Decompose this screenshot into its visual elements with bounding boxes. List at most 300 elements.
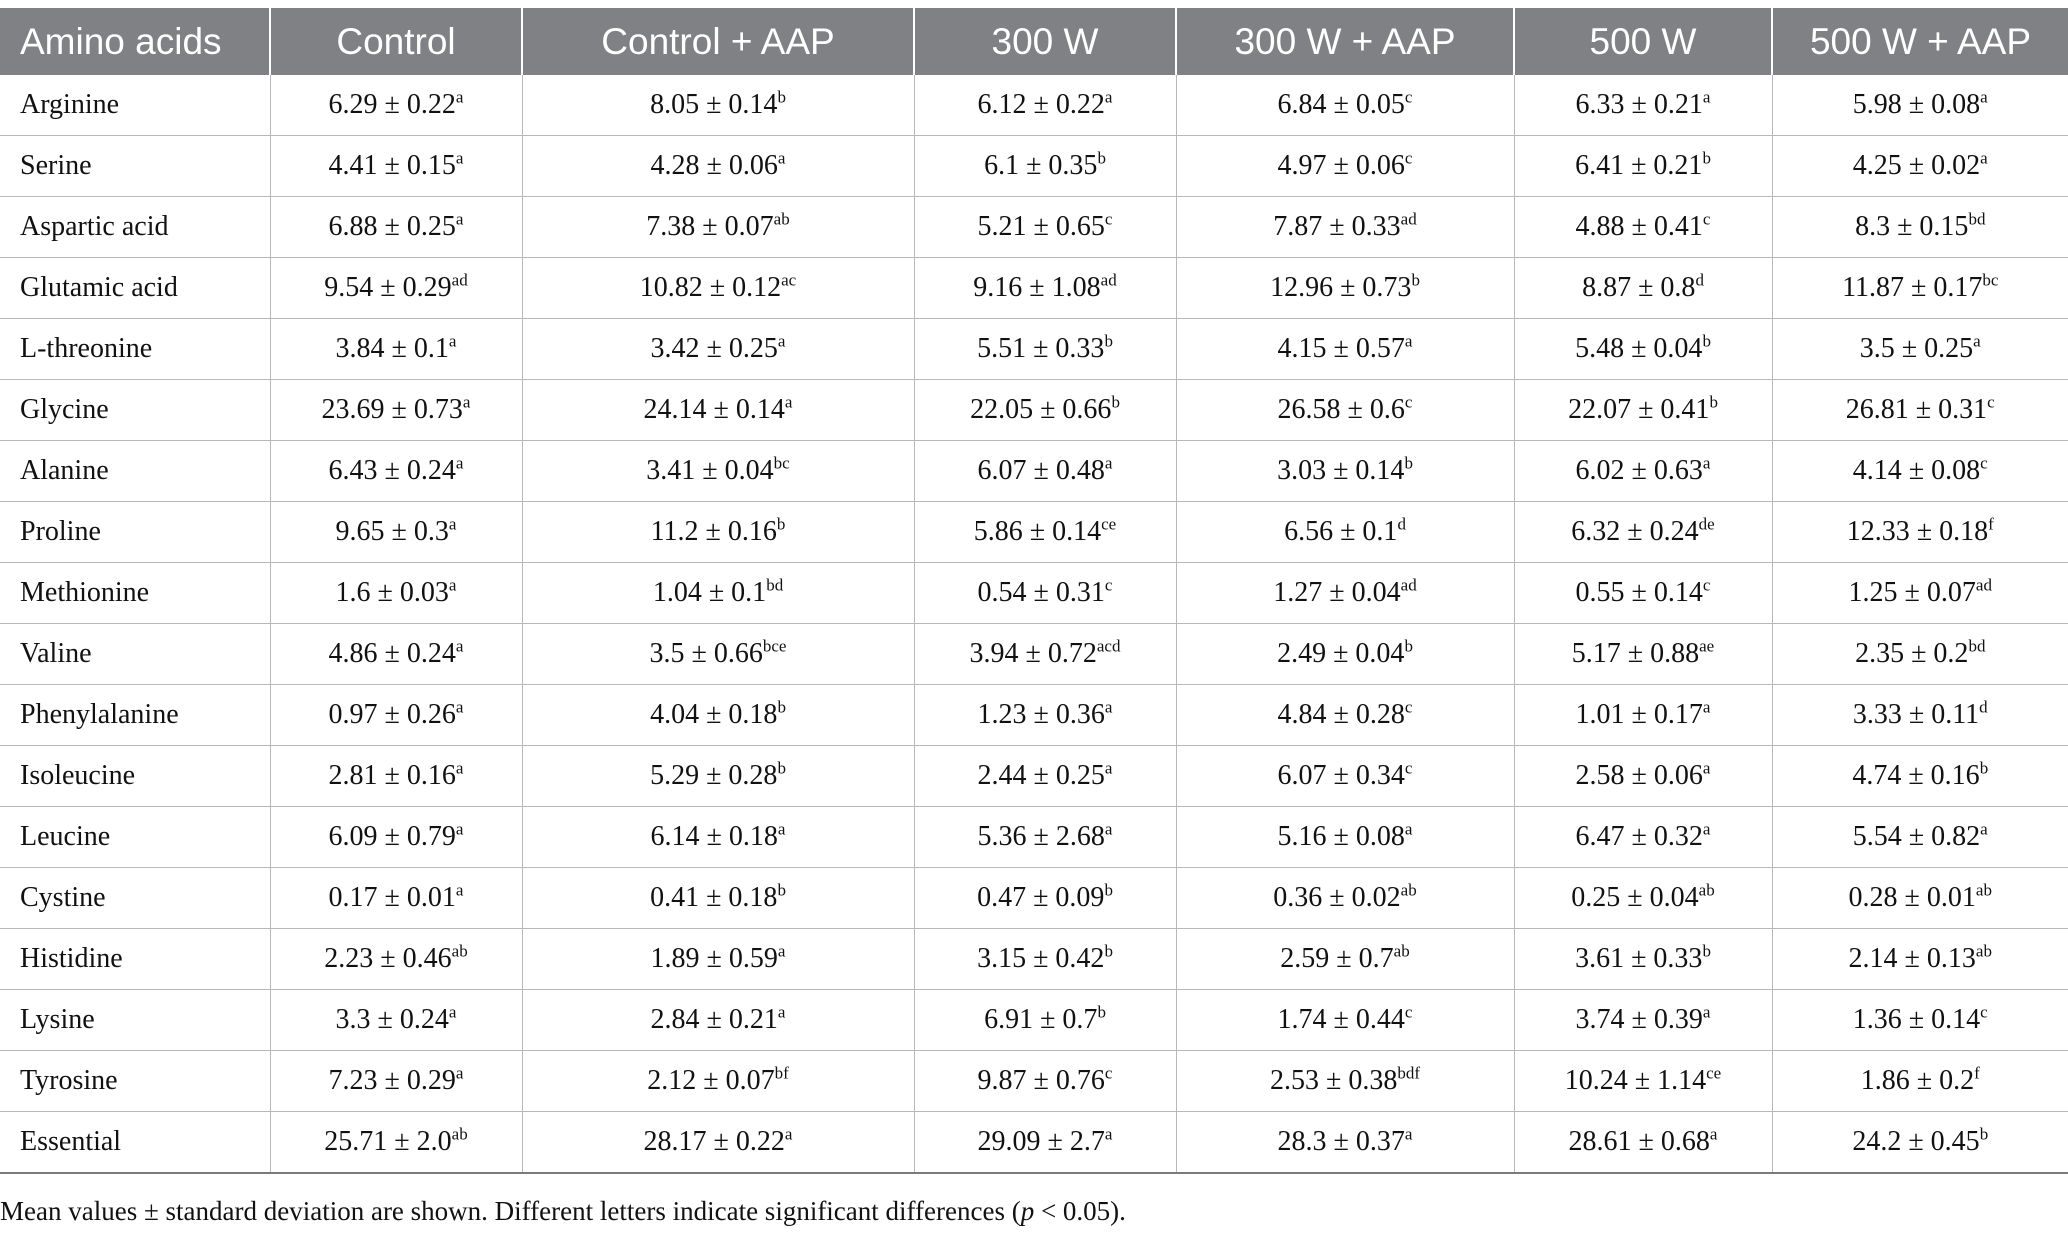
cell-value: 6.47 ± 0.32 [1575,821,1703,852]
significance-letters: ab [451,941,468,961]
column-header: 300 W [914,8,1176,75]
significance-letters: a [455,148,464,168]
significance-letters: c [1404,392,1413,412]
significance-letters: bdf [1397,1063,1421,1083]
row-label: Proline [0,502,270,563]
table-cell [1176,868,1514,929]
row-label: Leucine [0,807,270,868]
table-cell [270,441,522,502]
table-cell [1514,685,1772,746]
cell-value: 3.5 ± 0.25 [1859,333,1974,364]
significance-letters: ab [1393,941,1410,961]
table-cell [1176,136,1514,197]
column-header: Control + AAP [522,8,914,75]
table-cell [1514,380,1772,441]
table-cell [1176,75,1514,136]
table-cell [522,990,914,1051]
cell-value: 4.84 ± 0.28 [1277,699,1405,730]
table-cell [914,136,1176,197]
cell-value: 25.71 ± 2.0 [324,1126,452,1157]
cell-value: 3.41 ± 0.04 [646,455,774,486]
significance-letters: a [1702,758,1711,778]
cell-value: 2.12 ± 0.07 [647,1065,775,1096]
cell-value: 3.42 ± 0.25 [650,333,778,364]
row-label: Essential [0,1112,270,1174]
significance-letters: ae [1699,636,1715,656]
cell-value: 11.87 ± 0.17 [1842,272,1983,303]
table-cell [270,990,522,1051]
significance-letters: bf [774,1063,789,1083]
cell-value: 0.97 ± 0.26 [328,699,456,730]
table-cell [1514,1051,1772,1112]
significance-letters: c [1980,1002,1988,1022]
significance-letters: a [455,880,464,900]
significance-letters: a [784,392,793,412]
table-cell [1772,441,2068,502]
significance-letters: a [777,331,786,351]
table-cell [1176,441,1514,502]
table-cell [1176,807,1514,868]
significance-letters: b [1404,453,1413,473]
table-cell [522,868,914,929]
table-cell [270,75,522,136]
significance-letters: a [777,1002,786,1022]
cell-value: 26.81 ± 0.31 [1845,394,1988,425]
significance-letters: a [448,575,457,595]
table-cell [1176,746,1514,807]
table-cell [1772,258,2068,319]
cell-value: 12.96 ± 0.73 [1270,272,1412,303]
table-cell [914,502,1176,563]
significance-letters: b [1104,331,1113,351]
significance-letters: a [777,148,786,168]
table-row [0,502,2068,563]
row-label: Phenylalanine [0,685,270,746]
table-row [0,990,2068,1051]
significance-letters: a [1104,1124,1113,1144]
cell-value: 0.28 ± 0.01 [1848,882,1976,913]
table-cell [1514,197,1772,258]
significance-letters: c [1980,453,1988,473]
significance-letters: a [1980,819,1988,839]
significance-letters: a [1980,87,1988,107]
cell-value: 2.53 ± 0.38 [1269,1065,1398,1096]
table-cell [522,380,914,441]
significance-letters: c [1104,1063,1113,1083]
row-label: Tyrosine [0,1051,270,1112]
footnote-text-before: Mean values ± standard deviation are shown. Different letters indicate significant differences ( [0,1196,1021,1226]
table-cell [914,807,1176,868]
cell-value: 0.55 ± 0.14 [1575,577,1703,608]
significance-letters: a [455,87,464,107]
cell-value: 8.87 ± 0.8 [1582,272,1696,303]
table-cell [1176,258,1514,319]
significance-letters: bd [1968,209,1986,229]
cell-value: 2.35 ± 0.2 [1855,638,1969,669]
table-cell [914,380,1176,441]
cell-value: 29.09 ± 2.7 [977,1126,1105,1157]
table-cell [1772,746,2068,807]
significance-letters: de [1698,514,1715,534]
significance-letters: a [462,392,471,412]
table-cell [270,1051,522,1112]
cell-value: 4.04 ± 0.18 [650,699,778,730]
row-label: Glycine [0,380,270,441]
table-cell [270,1112,522,1174]
table-cell [522,685,914,746]
cell-value: 3.33 ± 0.11 [1852,699,1980,730]
table-cell [522,197,914,258]
table-cell [1176,624,1514,685]
cell-value: 10.24 ± 1.14 [1564,1065,1707,1096]
cell-value: 24.14 ± 0.14 [643,394,785,425]
table-cell [1176,685,1514,746]
row-label: Alanine [0,441,270,502]
significance-letters: b [777,880,786,900]
significance-letters: ab [451,1124,468,1144]
cell-value: 0.47 ± 0.09 [977,882,1105,913]
table-cell [1772,197,2068,258]
significance-letters: c [1987,392,1995,412]
table-cell [1176,319,1514,380]
significance-letters: b [1111,392,1120,412]
cell-value: 1.27 ± 0.04 [1273,577,1401,608]
significance-letters: a [455,453,464,473]
significance-letters: d [1695,270,1704,290]
cell-value: 6.56 ± 0.1 [1284,516,1398,547]
table-row [0,75,2068,136]
table-cell [1772,868,2068,929]
cell-value: 0.25 ± 0.04 [1571,882,1699,913]
significance-letters: c [1404,148,1413,168]
cell-value: 26.58 ± 0.6 [1277,394,1405,425]
significance-letters: a [448,1002,457,1022]
table-cell [914,868,1176,929]
table-cell [914,685,1176,746]
table-cell [270,258,522,319]
significance-letters: a [1104,697,1113,717]
table-row [0,868,2068,929]
cell-value: 6.09 ± 0.79 [328,821,456,852]
significance-letters: ce [1706,1063,1722,1083]
significance-letters: a [1702,697,1711,717]
cell-value: 4.86 ± 0.24 [328,638,456,669]
cell-value: 5.16 ± 0.08 [1277,821,1405,852]
table-footnote [0,1196,1126,1227]
table-row [0,136,2068,197]
significance-letters: bd [766,575,784,595]
table-cell [1772,75,2068,136]
table-cell [914,929,1176,990]
table-cell [914,441,1176,502]
cell-value: 23.69 ± 0.73 [321,394,463,425]
significance-letters: a [455,209,464,229]
significance-letters: a [1709,1124,1718,1144]
significance-letters: b [1702,331,1711,351]
cell-value: 1.04 ± 0.1 [652,577,767,608]
significance-letters: ad [1100,270,1117,290]
table-cell [1176,380,1514,441]
significance-letters: d [1979,697,1988,717]
table-cell [914,1112,1176,1174]
significance-letters: b [1979,758,1989,778]
table-row [0,441,2068,502]
table-cell [522,258,914,319]
cell-value: 3.94 ± 0.72 [969,638,1097,669]
significance-letters: c [1702,575,1711,595]
table-cell [522,1051,914,1112]
cell-value: 5.98 ± 0.08 [1852,89,1981,120]
significance-letters: b [776,514,786,534]
significance-letters: a [1404,819,1413,839]
table-cell [914,563,1176,624]
significance-letters: b [1104,941,1113,961]
column-header: 300 W + AAP [1176,8,1514,75]
table-cell [1772,502,2068,563]
table-cell [1514,746,1772,807]
table-cell [1514,1112,1772,1174]
cell-value: 2.14 ± 0.13 [1848,943,1976,974]
column-header: 500 W [1514,8,1772,75]
significance-letters: bc [773,453,790,473]
cell-value: 9.16 ± 1.08 [973,272,1101,303]
table-cell [522,624,914,685]
table-cell [914,746,1176,807]
cell-value: 4.28 ± 0.06 [650,150,778,181]
table-cell [522,75,914,136]
table-cell [1514,319,1772,380]
significance-letters: b [1979,1124,1989,1144]
significance-letters: c [1104,209,1113,229]
cell-value: 4.41 ± 0.15 [328,150,456,181]
table-cell [522,746,914,807]
significance-letters: b [1411,270,1420,290]
column-header: Control [270,8,522,75]
table-cell [270,197,522,258]
row-label: Cystine [0,868,270,929]
cell-value: 28.61 ± 0.68 [1568,1126,1710,1157]
cell-value: 3.15 ± 0.42 [977,943,1105,974]
table-cell [1514,502,1772,563]
significance-letters: b [777,758,786,778]
table-cell [1176,990,1514,1051]
significance-letters: ab [1400,880,1417,900]
cell-value: 24.2 ± 0.45 [1852,1126,1980,1157]
cell-value: 1.89 ± 0.59 [650,943,778,974]
row-label: Serine [0,136,270,197]
significance-letters: b [1097,148,1106,168]
cell-value: 1.25 ± 0.07 [1848,577,1976,608]
significance-letters: a [1104,819,1113,839]
row-label: Arginine [0,75,270,136]
cell-value: 2.44 ± 0.25 [977,760,1105,791]
table-cell [270,746,522,807]
cell-value: 6.07 ± 0.34 [1277,760,1405,791]
cell-value: 22.05 ± 0.66 [970,394,1112,425]
cell-value: 1.74 ± 0.44 [1277,1004,1405,1035]
significance-letters: a [455,697,464,717]
significance-letters: b [1104,880,1113,900]
table-cell [270,929,522,990]
table-body [0,75,2068,1173]
footnote-p-symbol: p [1020,1196,1035,1226]
significance-letters: ac [781,270,797,290]
cell-value: 6.12 ± 0.22 [977,89,1105,120]
table-cell [1772,563,2068,624]
significance-letters: a [1980,148,1988,168]
significance-letters: a [1104,758,1113,778]
table-cell [1772,929,2068,990]
significance-letters: a [1702,819,1711,839]
table-cell [914,197,1176,258]
row-label: Histidine [0,929,270,990]
significance-letters: a [455,819,464,839]
table-cell [270,624,522,685]
cell-value: 2.81 ± 0.16 [328,760,456,791]
significance-letters: c [1702,209,1711,229]
significance-letters: a [777,941,786,961]
significance-letters: ab [1698,880,1715,900]
cell-value: 4.25 ± 0.02 [1852,150,1981,181]
significance-letters: ad [1400,575,1417,595]
column-header: Amino acids [0,8,270,75]
cell-value: 4.15 ± 0.57 [1277,333,1405,364]
table-cell [1772,624,2068,685]
row-label: Lysine [0,990,270,1051]
table-cell [1514,807,1772,868]
cell-value: 3.03 ± 0.14 [1277,455,1405,486]
header-row [0,8,2068,75]
significance-letters: ab [773,209,790,229]
table-cell [522,319,914,380]
cell-value: 6.07 ± 0.48 [977,455,1105,486]
significance-letters: ab [1975,880,1992,900]
significance-letters: b [1097,1002,1106,1022]
table-cell [914,75,1176,136]
table-cell [1772,319,2068,380]
cell-value: 8.3 ± 0.15 [1855,211,1969,242]
cell-value: 3.84 ± 0.1 [335,333,449,364]
significance-letters: a [448,331,457,351]
table-cell [914,990,1176,1051]
table-cell [270,685,522,746]
table-row [0,258,2068,319]
significance-letters: f [1988,514,1994,534]
table-cell [270,502,522,563]
significance-letters: a [448,514,457,534]
cell-value: 6.02 ± 0.63 [1575,455,1703,486]
table-row [0,1051,2068,1112]
significance-letters: a [1702,87,1711,107]
table-cell [1176,1112,1514,1174]
significance-letters: a [1702,1002,1711,1022]
cell-value: 6.14 ± 0.18 [650,821,778,852]
cell-value: 9.54 ± 0.29 [324,272,452,303]
table-header [0,8,2068,75]
cell-value: 4.14 ± 0.08 [1852,455,1981,486]
cell-value: 1.36 ± 0.14 [1852,1004,1981,1035]
table-cell [1176,929,1514,990]
cell-value: 5.21 ± 0.65 [977,211,1105,242]
table-cell [522,1112,914,1174]
table-cell [1514,868,1772,929]
table-cell [522,136,914,197]
cell-value: 5.86 ± 0.14 [973,516,1102,547]
table-cell [1772,990,2068,1051]
cell-value: 3.74 ± 0.39 [1575,1004,1703,1035]
table-cell [270,807,522,868]
table-cell [522,502,914,563]
table-row [0,380,2068,441]
cell-value: 1.86 ± 0.2 [1860,1065,1975,1096]
table-cell [1176,563,1514,624]
significance-letters: a [1404,331,1413,351]
significance-letters: a [455,636,464,656]
cell-value: 5.36 ± 2.68 [977,821,1105,852]
cell-value: 28.3 ± 0.37 [1277,1126,1405,1157]
significance-letters: ad [451,270,468,290]
significance-letters: b [777,87,786,107]
table-cell [1772,1051,2068,1112]
cell-value: 3.3 ± 0.24 [335,1004,449,1035]
significance-letters: b [1702,941,1711,961]
table-row [0,563,2068,624]
cell-value: 6.88 ± 0.25 [328,211,456,242]
table-cell [1514,258,1772,319]
significance-letters: c [1404,758,1413,778]
table-row [0,807,2068,868]
cell-value: 5.29 ± 0.28 [650,760,778,791]
row-label: L-threonine [0,319,270,380]
table-row [0,197,2068,258]
table-cell [522,441,914,502]
significance-letters: a [777,819,786,839]
significance-letters: a [1404,1124,1413,1144]
table-cell [1176,1051,1514,1112]
cell-value: 12.33 ± 0.18 [1846,516,1989,547]
cell-value: 5.17 ± 0.88 [1571,638,1700,669]
cell-value: 6.32 ± 0.24 [1571,516,1699,547]
cell-value: 0.41 ± 0.18 [650,882,778,913]
table-row [0,624,2068,685]
cell-value: 28.17 ± 0.22 [643,1126,785,1157]
significance-letters: d [1397,514,1406,534]
row-label: Methionine [0,563,270,624]
cell-value: 9.65 ± 0.3 [335,516,449,547]
significance-letters: c [1404,1002,1413,1022]
significance-letters: ad [1975,575,1992,595]
table-cell [914,1051,1176,1112]
table-cell [1514,624,1772,685]
footnote-text-after: < 0.05). [1034,1196,1126,1226]
table-cell [1514,441,1772,502]
significance-letters: ab [1975,941,1992,961]
cell-value: 3.61 ± 0.33 [1575,943,1703,974]
cell-value: 2.59 ± 0.7 [1280,943,1394,974]
cell-value: 7.38 ± 0.07 [646,211,774,242]
table-cell [270,136,522,197]
table-row [0,746,2068,807]
amino-acid-table [0,8,2068,1174]
row-label: Aspartic acid [0,197,270,258]
significance-letters: a [784,1124,793,1144]
cell-value: 10.82 ± 0.12 [639,272,782,303]
significance-letters: bce [762,636,787,656]
significance-letters: c [1104,575,1113,595]
cell-value: 2.58 ± 0.06 [1575,760,1703,791]
table-cell [270,868,522,929]
table-cell [1514,929,1772,990]
